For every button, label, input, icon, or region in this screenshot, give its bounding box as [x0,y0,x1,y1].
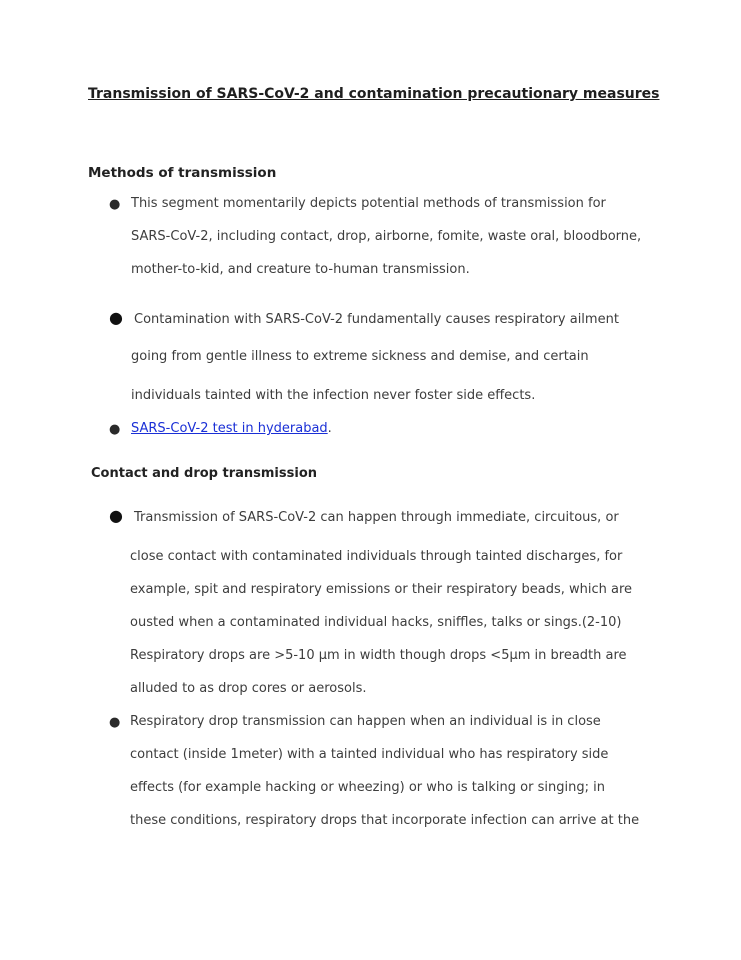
paragraph-line: example, spit and respiratory emissions or their respiratory beads, which are [130,582,633,597]
link-suffix: . [327,421,332,436]
paragraph-line: Transmission of SARS-CoV-2 can happen through immediate, circuitous, or [134,510,619,525]
link-line [131,421,332,436]
paragraph-line: Respiratory drops are >5-10 µm in width though drops <5µm in breadth are [130,648,627,663]
section-heading-contact-drop: Contact and drop transmission [91,466,318,481]
paragraph-line: close contact with contaminated individuals through tainted discharges, for [130,549,623,564]
section-heading-methods: Methods of transmission [88,165,277,181]
paragraph-line: mother-to-kid, and creature to-human transmission. [131,262,470,277]
paragraph-line: effects (for example hacking or wheezing) or who is talking or singing; in [130,780,605,795]
paragraph-line: going from gentle illness to extreme sickness and demise, and certain [131,349,589,364]
paragraph-line: contact (inside 1meter) with a tainted individual who has respiratory side [130,747,609,762]
document-title: Transmission of SARS-CoV-2 and contamination precautionary measures [88,86,660,102]
paragraph-line: alluded to as drop cores or aerosols. [130,681,367,696]
paragraph-line: This segment momentarily depicts potential methods of transmission for [131,196,606,211]
paragraph-line: Contamination with SARS-CoV-2 fundamentally causes respiratory ailment [134,312,619,327]
bullet-marker: ● [109,506,123,525]
paragraph-line: ousted when a contaminated individual hacks, sniffles, talks or sings.(2-10) [130,615,622,630]
paragraph-line: Respiratory drop transmission can happen when an individual is in close [130,714,601,729]
paragraph-line: these conditions, respiratory drops that incorporate infection can arrive at the [130,813,640,828]
bullet-marker: ● [109,422,121,437]
paragraph-line: SARS-CoV-2, including contact, drop, airborne, fomite, waste oral, bloodborne, [131,229,642,244]
hyderabad-test-link[interactable]: SARS-CoV-2 test in hyderabad [131,421,328,436]
bullet-marker: ● [109,308,123,327]
paragraph-line: individuals tainted with the infection never foster side effects. [131,388,536,403]
bullet-marker: ● [109,715,121,730]
bullet-marker: ● [109,197,121,212]
